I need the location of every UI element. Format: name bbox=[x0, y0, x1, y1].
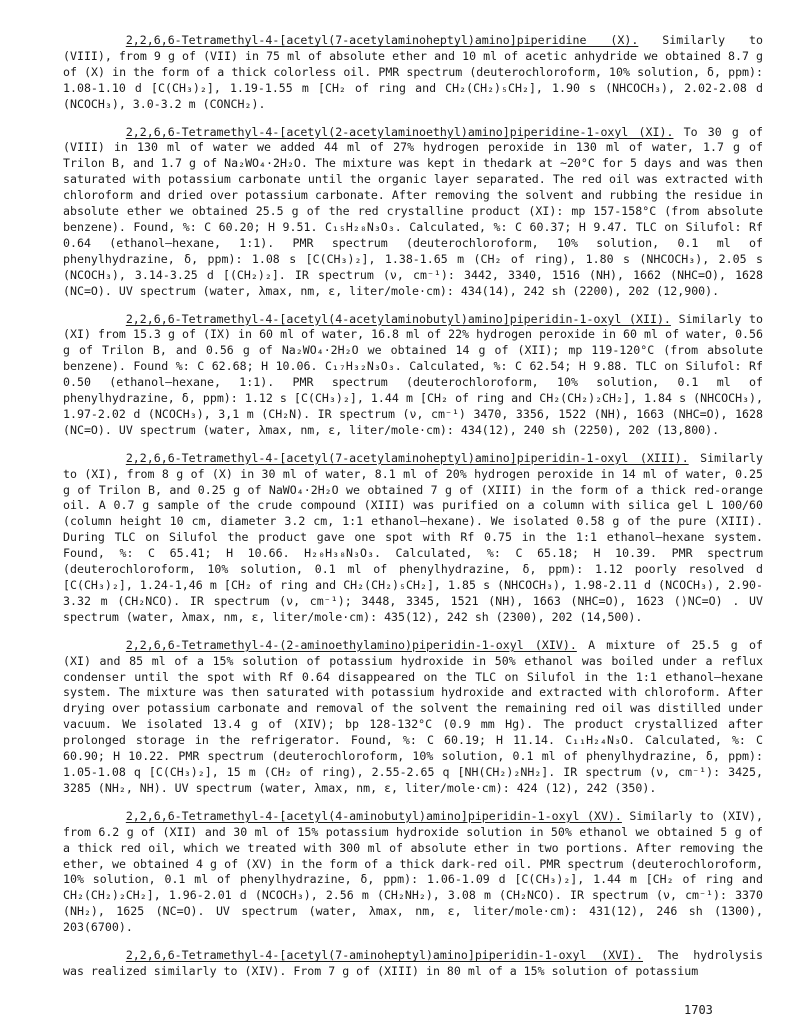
compound-heading: 2,2,6,6-Tetramethyl-4-[acetyl(7-acetylaminoheptyl)amino]piperidin-1-oxyl (XIII). bbox=[125, 450, 689, 465]
paragraph-compound-xi bbox=[63, 125, 763, 300]
article-text bbox=[63, 33, 763, 992]
paragraph-compound-xvi bbox=[63, 948, 763, 980]
compound-heading: 2,2,6,6-Tetramethyl-4-[acetyl(4-acetylaminobutyl)amino]piperidin-1-oxyl (XII). bbox=[125, 311, 671, 326]
paragraph-body: Similarly to (XI), from 8 g of (X) in 30 ml of water, 8.1 ml of 20% hydrogen peroxide in 14 ml of water, 0.25 g of Trilon B, and 0.25 g of NaWO₄·2H₂O we obtained 7 g of (XIII) in the form of a thick red-orange oil. A 0.7 g sample of the crude compound (XIII) was purified on a column with silica gel L 100/60 (column height 10 cm, diameter 3.2 cm, 1:1 ethanol—hexane). We isolated 0.58 g of the pure (XIII). During TLC on Silufol the product gave one spot with Rf 0.75 in the 1:1 ethanol—hexane system. Found, %: C 65.41; H 10.66. H₂₀H₃₈N₃O₃. Calculated, %: C 65.18; H 10.39. PMR spectrum (deuterochloroform, 10% solution, 0.1 ml of phenylhydrazine, δ, ppm): 1.12 poorly resolved d [C(CH₃)₂], 1.24-1,46 m [CH₂ of ring and CH₂(CH₂)₅CH₂], 1.85 s (NHCOCH₃), 1.98-2.11 d (NCOCH₃), 2.90-3.32 m (CH₂NCO). IR spectrum (ν, cm⁻¹); 3448, 3345, 1521 (NH), 1663 (NHC=O), 1623 (⟩NC=O) . UV spectrum (water, λmax, nm, ε, liter/mole·cm): 435(12), 242 sh (2300), 202 (14,500). bbox=[63, 450, 763, 624]
paragraph-body: The hydrolysis was realized similarly to (XIV). From 7 g of (XIII) in 80 ml of a 15% solution of potassium bbox=[63, 948, 764, 978]
paragraph-compound-xiv bbox=[63, 638, 763, 797]
paragraph-body: Similarly to (XIV), from 6.2 g of (XII) and 30 ml of 15% potassium hydroxide solution in 50% ethanol we obtained 5 g of a thick red oil, which we treated with 300 ml of absolute ether in two portions. After removing the ether, we obtained 4 g of (XV) in the form of a thick dark-red oil. PMR spectrum (deuterochloroform, 10% solution, 0.1 ml of phenylhydrazine, δ, ppm): 1.06-1.09 d [C(CH₃)₂], 1.44 m [CH₂ of ring and CH₂(CH₂)₂CH₂], 1.96-2.01 d (NCOCH₃), 2.56 m (CH₂NH₂), 3.08 m (CH₂NCO). IR spectrum (ν, cm⁻¹): 3370 (NH₂), 1625 (NC=O). UV spectrum (water, λmax, nm, ε, liter/mole·cm): 431(12), 246 sh (1300), 203(6700). bbox=[63, 808, 763, 935]
compound-heading: 2,2,6,6-Tetramethyl-4-(2-aminoethylamino)piperidin-1-oxyl (XIV). bbox=[125, 637, 577, 652]
paragraph-body: To 30 g of (VIII) in 130 ml of water we added 44 ml of 27% hydrogen peroxide in 130 ml of water, 1.7 g of Trilon B, and 1.7 g of Na₂WO₄·2H₂O. The mixture was kept in thedark at ~20°C for 5 days and was then saturated with potassium carbonate until the organic layer separated. The red oil was extracted with chloroform and dried over potassium carbonate. After removing the solvent and rubbing the residue in absolute ether we obtained 25.5 g of the red crystalline product (XI): mp 157-158°C (from absolute benzene). Found, %: C 60.20; H 9.51. C₁₅H₂₈N₃O₃. Calculated, %: C 60.37; H 9.47. TLC on Silufol: Rf 0.64 (ethanol—hexane, 1:1). PMR spectrum (deuterochloroform, 10% solution, 0.1 ml of phenylhydrazine, δ, ppm): 1.08 s [C(CH₃)₂], 1.38-1.65 m (CH₂ of ring), 1.80 s (NHCOCH₃), 2.05 s (NCOCH₃), 3.14-3.25 d [(CH₂)₂]. IR spectrum (ν, cm⁻¹): 3442, 3340, 1516 (NH), 1662 (NHC=O), 1628 (NC=O). UV spectrum (water, λmax, nm, ε, liter/mole·cm): 434(14), 242 sh (2200), 202 (12,900). bbox=[63, 124, 763, 298]
paragraph-body: A mixture of 25.5 g of (XI) and 85 ml of a 15% solution of potassium hydroxide in 50% ethanol was boiled under a reflux condenser until the spot with Rf 0.64 disappeared on the TLC on Silufol in the 1:1 ethanol—hexane system. The mixture was then saturated with potassium hydroxide and extracted with chloroform. After drying over potassium carbonate and removal of the solvent the remaining red oil was distilled under vacuum. We isolated 13.4 g of (XIV); bp 128-132°C (0.9 mm Hg). The product crystallized after prolonged storage in the refrigerator. Found, %: C 60.19; H 11.14. C₁₁H₂₄N₃O. Calculated, %: C 60.90; H 10.22. PMR spectrum (deuterochloroform, 10% solution, 0.1 ml of phenylhydrazine, δ, ppm): 1.05-1.08 q [C(CH₃)₂], 15 m (CH₂ of ring), 2.55-2.65 q [NH(CH₂)₂NH₂]. IR spectrum (ν, cm⁻¹): 3425, 3285 (NH₂, NH). UV spectrum (water, λmax, nm, ε, liter/mole·cm): 424 (12), 242 (350). bbox=[63, 637, 763, 795]
page-number: 1703 bbox=[684, 1003, 713, 1017]
paragraph-compound-xii bbox=[63, 312, 763, 439]
paragraph-body: Similarly to (VIII), from 9 g of (VII) in 75 ml of absolute ether and 10 ml of acetic anhydride we obtained 8.7 g of (X) in the form of a thick colorless oil. PMR spectrum (deuterochloroform, 10% solution, δ, ppm): 1.08-1.10 d [C(CH₃)₂], 1.19-1.55 m [CH₂ of ring and CH₂(CH₂)₅CH₂], 1.90 s (NHCOCH₃), 2.02-2.08 d (NCOCH₃), 3.0-3.2 m (CONCH₂). bbox=[63, 33, 763, 111]
compound-heading: 2,2,6,6-Tetramethyl-4-[acetyl(4-aminobutyl)amino]piperidin-1-oxyl (XV). bbox=[125, 808, 622, 823]
paragraph-body: Similarly to (XI) from 15.3 g of (IX) in 60 ml of water, 16.8 ml of 22% hydrogen peroxide in 60 ml of water, 0.56 g of Trilon B, and 0.56 g of Na₂WO₄·2H₂O we obtained 14 g of (XII); mp 119-120°C (from absolute benzene). Found %: C 62.68; H 10.06. C₁₇H₃₂N₃O₃. Calculated, %: C 62.54; H 9.88. TLC on Silufol: Rf 0.50 (ethanol—hexane, 1:1). PMR spectrum (deuterochloroform, 10% solution, 0.1 ml of phenylhydrazine, δ, ppm): 1.12 s [C(CH₃)₂], 1.44 m [CH₂ of ring and CH₂(CH₂)₂CH₂], 1.84 s (NHCOCH₃), 1.97-2.02 d (NCOCH₃), 3,1 m (CH₂N). IR spectrum (ν, cm⁻¹) 3470, 3356, 1522 (NH), 1663 (NHC=O), 1628 (NC=O). UV spectrum (water, λmax, nm, ε, liter/mole·cm): 434(12), 240 sh (2250), 202 (13,800). bbox=[63, 311, 763, 437]
paragraph-compound-xiii bbox=[63, 451, 763, 626]
compound-heading: 2,2,6,6-Tetramethyl-4-[acetyl(2-acetylaminoethyl)amino]piperidine-1-oxyl (XI). bbox=[125, 124, 674, 139]
paragraph-compound-xv bbox=[63, 809, 763, 936]
compound-heading: 2,2,6,6-Tetramethyl-4-[acetyl(7-acetylaminoheptyl)amino]piperidine (X). bbox=[125, 33, 639, 47]
compound-heading: 2,2,6,6-Tetramethyl-4-[acetyl(7-aminoheptyl)amino]piperidin-1-oxyl (XVI). bbox=[125, 948, 644, 963]
paragraph-compound-x bbox=[63, 33, 763, 113]
